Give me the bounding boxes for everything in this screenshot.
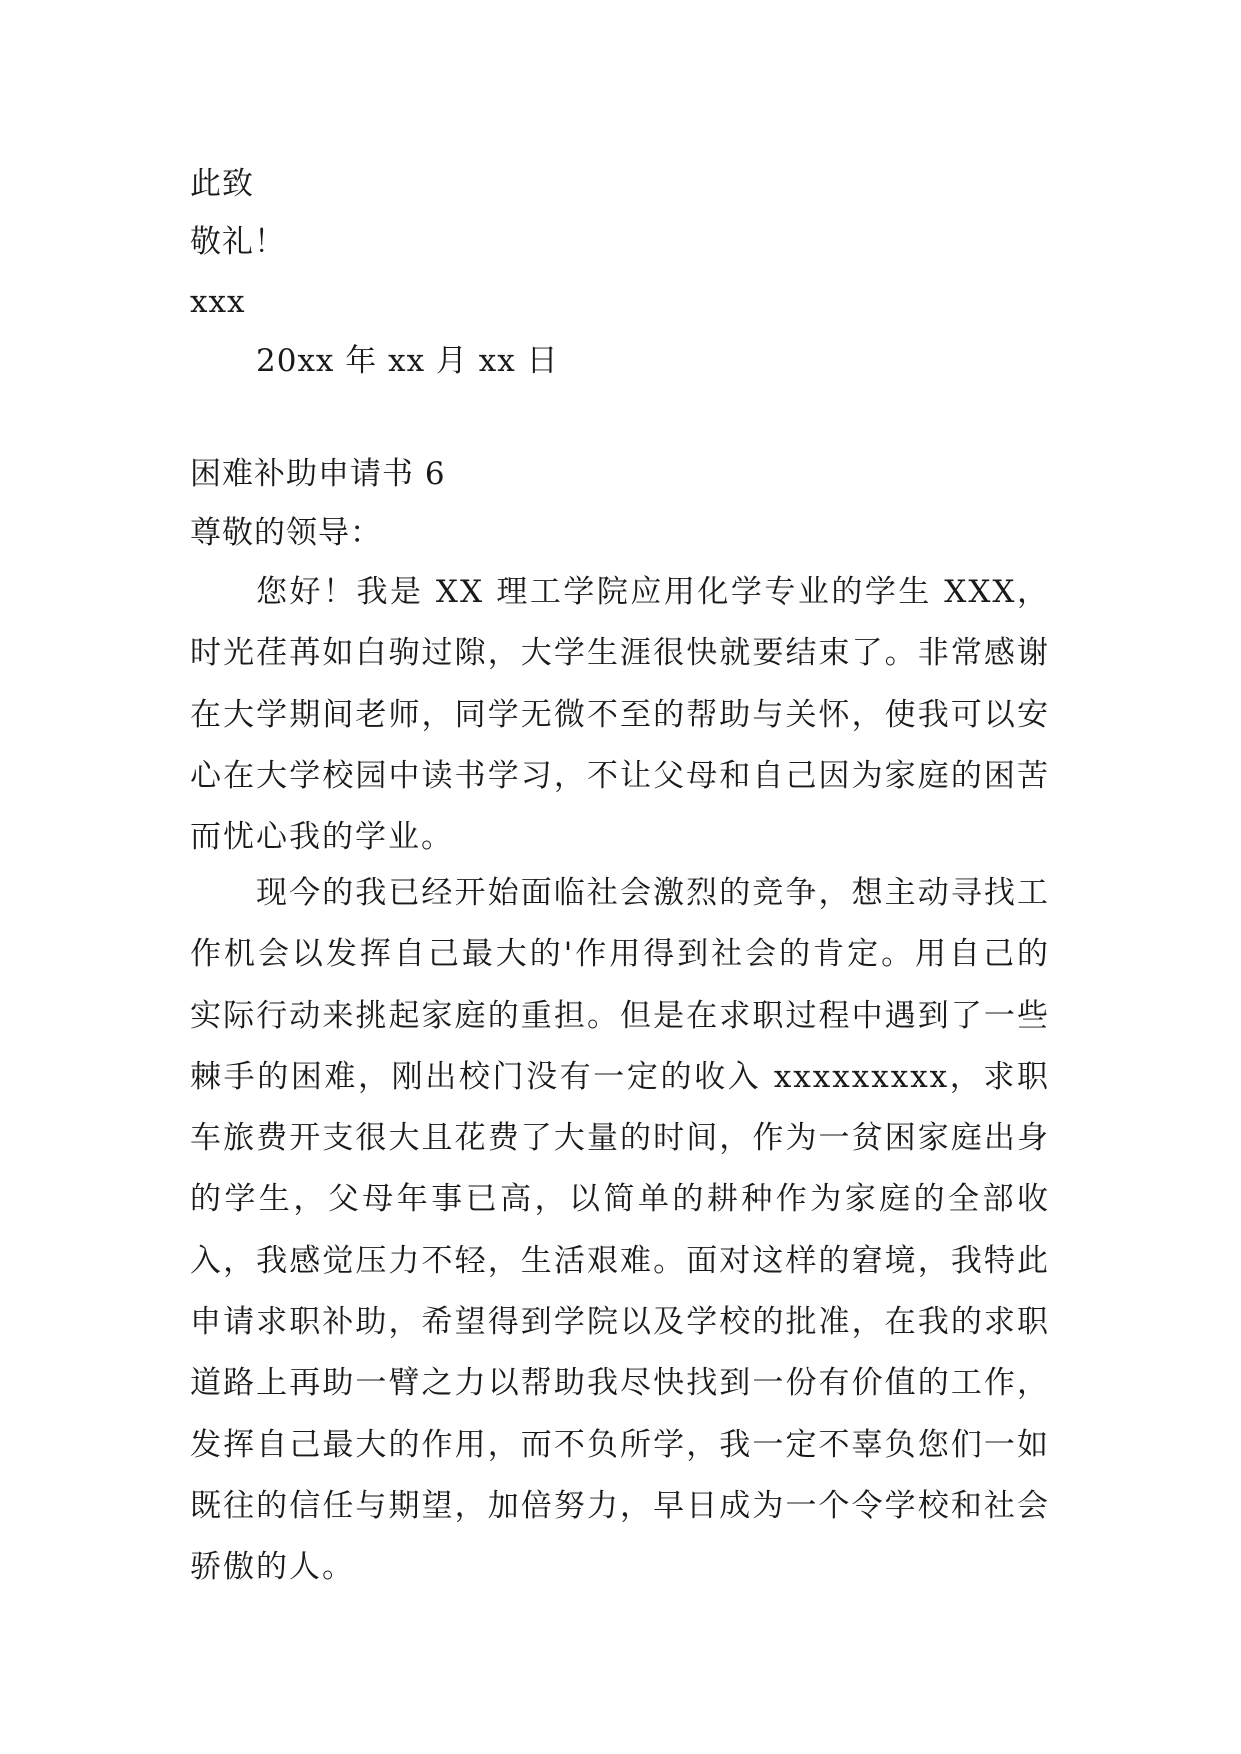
body-paragraph-1: 您好！我是 XX 理工学院应用化学专业的学生 XXX，时光荏苒如白驹过隙，大学生涯很快就要结束了。非常感谢在大学期间老师，同学无微不至的帮助与关怀，使我可以安心在大学校园中读书学习，不让父母和自己因为家庭的困苦而忧心我的学业。 bbox=[190, 574, 1050, 856]
closing-line-2: 敬礼！ bbox=[190, 224, 286, 260]
salutation: 尊敬的领导： bbox=[190, 515, 382, 551]
body-paragraph-2: 现今的我已经开始面临社会激烈的竞争，想主动寻找工作机会以发挥自己最大的'作用得到社会的肯定。用自己的实际行动来挑起家庭的重担。但是在求职过程中遇到了一些棘手的困难，刚出校门没有一定的收入 xxxxxxxxx，求职车旅费开支很大且花费了大量的时间，作为一贫困家庭出身的学生，父母年事已高，以简单的耕种作为家庭的全部收入，我感觉压力不轻，生活艰难。面对这样的窘境，我特此申请求职补助，希望得到学院以及学校的批准，在我的求职道路上再助一臂之力以帮助我尽快找到一份有价值的工作，发挥自己最大的作用，而不负所学，我一定不辜负您们一如既往的信任与期望，加倍努力，早日成为一个令学校和社会骄傲的人。 bbox=[190, 875, 1050, 1586]
date-line: 20xx 年 xx 月 xx 日 bbox=[256, 343, 559, 379]
signature: xxx bbox=[190, 284, 246, 320]
closing-line-1: 此致 bbox=[190, 166, 254, 202]
letter-title: 困难补助申请书 6 bbox=[190, 456, 446, 492]
